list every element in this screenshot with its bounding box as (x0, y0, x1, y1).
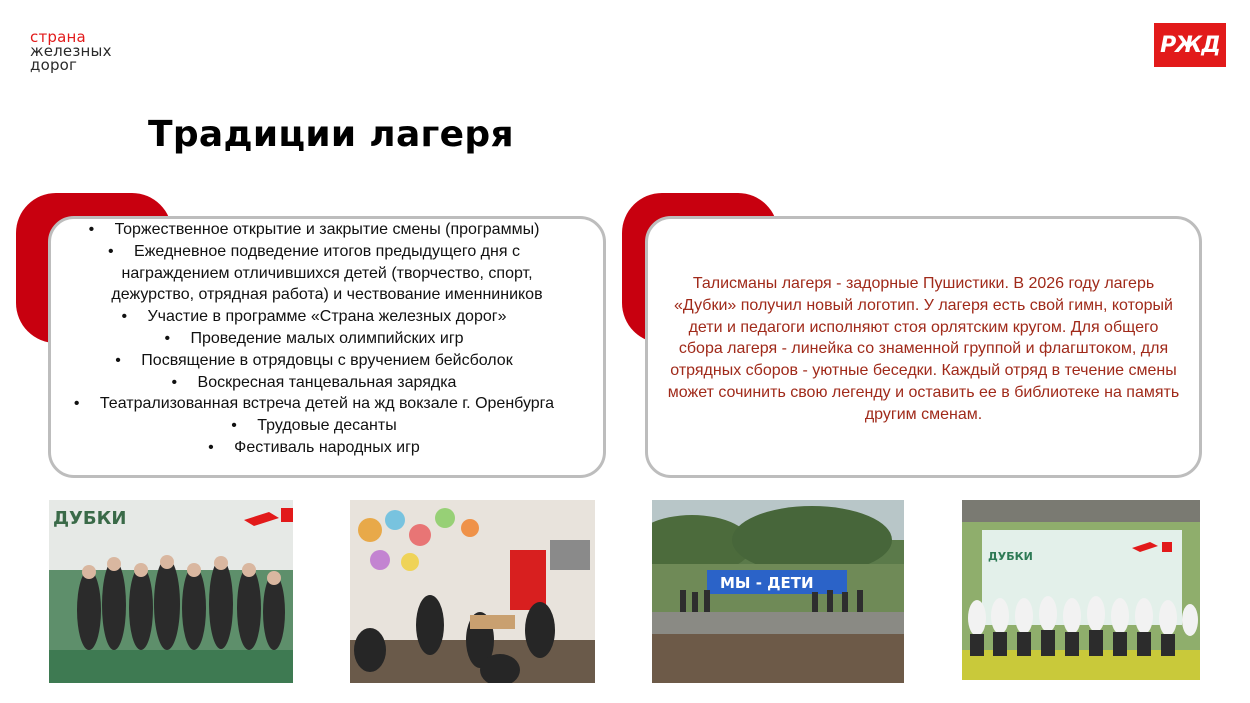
list-item: • Участие в программе «Страна железных дорог» (51, 306, 603, 328)
list-item: • Трудовые десанты (51, 415, 603, 437)
traditions-card (48, 216, 606, 478)
banner-text: МЫ - ДЕТИ (720, 574, 814, 592)
photo-indoor-room (350, 500, 595, 683)
list-item: • Воскресная танцевальная зарядка (51, 372, 603, 394)
photo-sign-text: ДУБКИ (53, 508, 127, 529)
photo-outdoor-banner (652, 500, 904, 683)
list-item: • Проведение малых олимпийских игр (51, 328, 603, 350)
list-item: • Театрализованная встреча детей на жд вокзале г. Оренбурга (51, 393, 603, 415)
brand-line-1: страна (30, 28, 86, 46)
slide-title: Традиции лагеря (148, 114, 514, 155)
rzd-logo-text: РЖД (1160, 32, 1220, 58)
description-text: Талисманы лагеря - задорные Пушистики. В 2026 году лагерь «Дубки» получил новый логотип. У лагеря есть свой гимн, который дети и педагоги исполняют стоя орлятским кругом. Для общего сбора лагеря - линейка со знаменной группой и флагштоком, для отрядных сборов - уютные беседки. Каждый отряд в течение смены может сочинить свою легенду и оставить ее в библиотеке на память другим сменам. (667, 275, 1180, 423)
brand-line-3: дорог (30, 56, 78, 74)
list-item: • Ежедневное подведение итогов предыдущего дня с награждением отличившихся детей (творчество, спорт, дежурство, отрядная работа) и чествование именниников (51, 241, 603, 306)
brand-line-2: железных (30, 42, 112, 60)
photo-group-kids (49, 500, 293, 683)
traditions-list (51, 219, 603, 459)
list-item: • Торжественное открытие и закрытие смены (программы) (51, 219, 603, 241)
photo-sign-text-2: ДУБКИ (988, 550, 1033, 563)
description-card (645, 216, 1202, 478)
list-item: • Посвящение в отрядовцы с вручением бейсболок (51, 350, 603, 372)
rzd-logo (1154, 23, 1226, 67)
list-item: • Фестиваль народных игр (51, 437, 603, 459)
photo-gazebo-group (962, 500, 1200, 680)
brand-wordmark (30, 30, 112, 72)
